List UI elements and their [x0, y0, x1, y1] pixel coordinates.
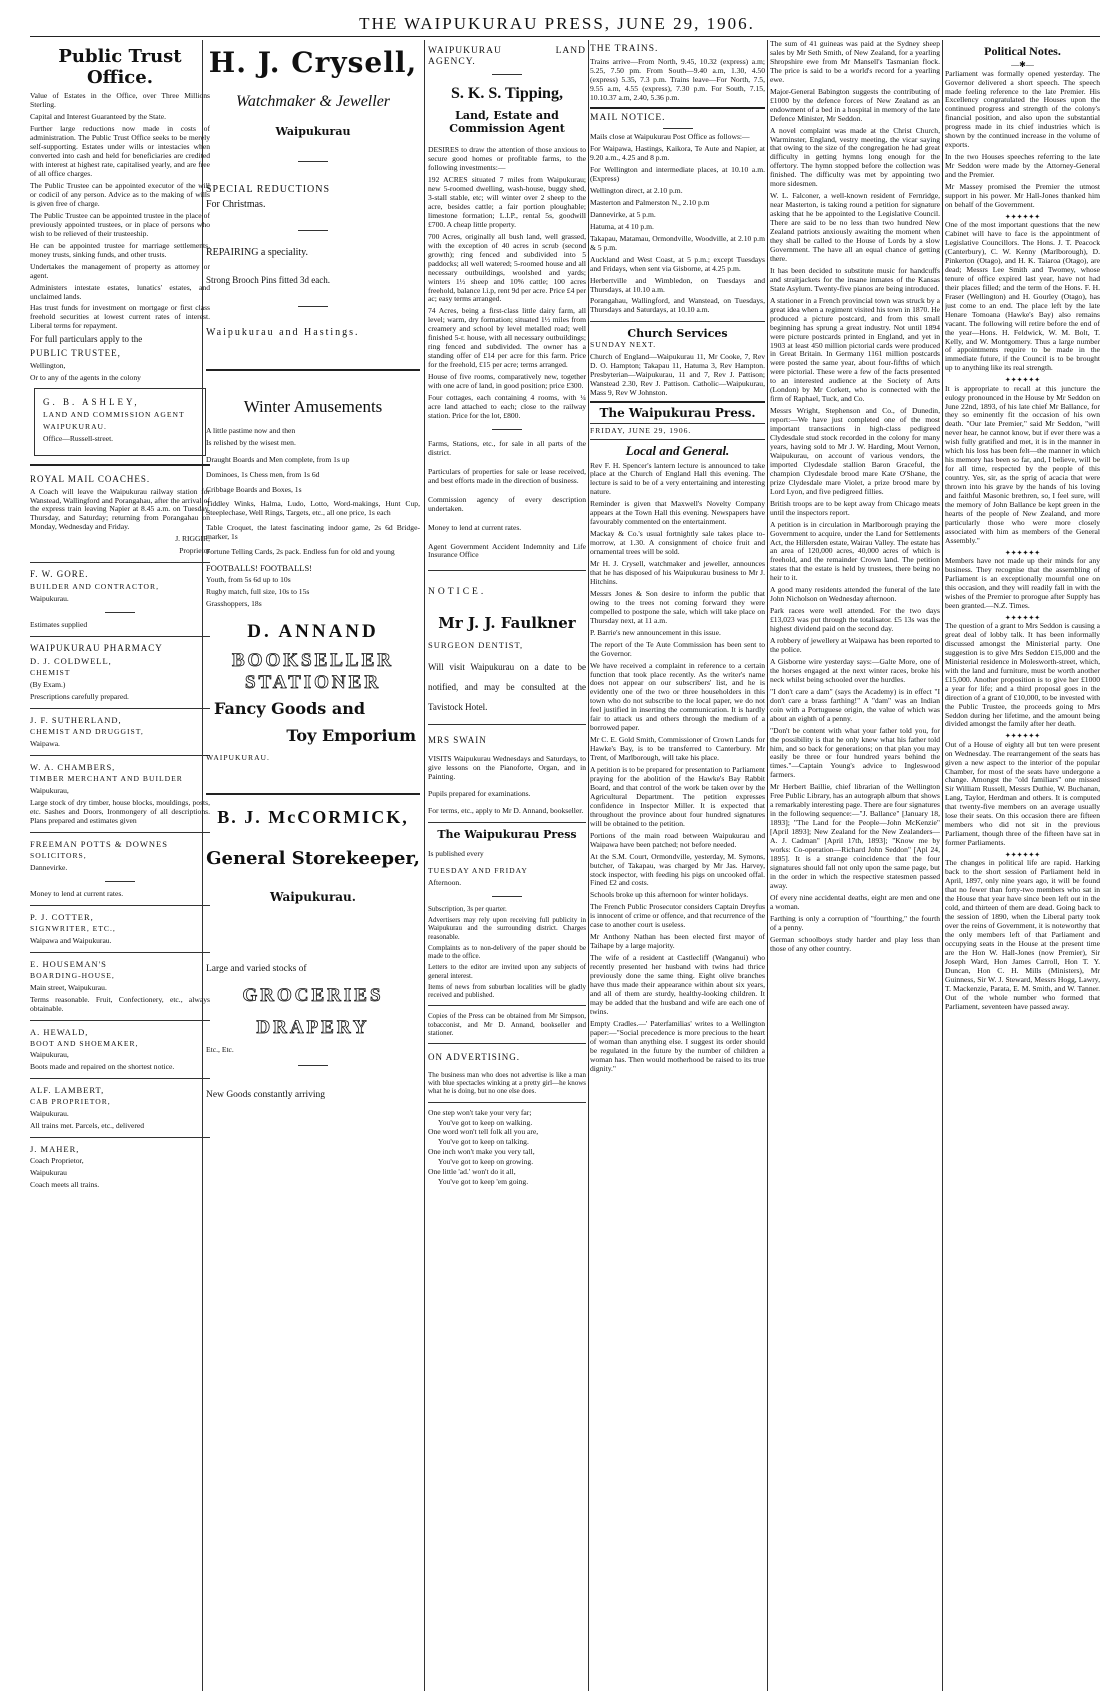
article-paragraph: It has been decided to substitute music for handcuffs and straitjackets for the insane inmates of the Kansas State Asylum. Twenty-five pianos are being introduced.: [770, 265, 940, 293]
maher-note: Coach meets all trains.: [30, 1180, 100, 1190]
public-trust-item: The Public Trustee can be appointed trustee in the place of previously appointed trustees, or in place of persons who wish to be relieved of their trusteeship.: [30, 210, 210, 238]
press-time: Afternoon.: [428, 877, 462, 887]
divider: [105, 881, 135, 882]
advertising-body: The business man who does not advertise is like a man with blue spectacles winking at a pretty girl—he knows what he is doing, but no one else does.: [428, 1070, 586, 1096]
divider: [590, 439, 765, 440]
ashley-office: Office—Russell-street.: [43, 433, 114, 443]
crysell-place: Waipukurau: [275, 124, 351, 138]
houseman-name: E. HOUSEMAN'S: [30, 958, 107, 969]
mccormick-trade: General Storekeeper,: [206, 848, 420, 870]
article-paragraph: Mr C. E. Gold Smith, Commissioner of Crown Lands for Hawke's Bay, is to be transferred to Canterbury. Mr Trent, of Marlborough, will take his place.: [590, 735, 765, 763]
faulkner-trade: SURGEON DENTIST,: [428, 640, 524, 651]
crysell-trade: Watchmaker & Jeweller: [235, 93, 391, 111]
article-paragraph: Messrs Wright, Stephenson and Co., of Dunedin, report:—We have just completed one of the most important transactions in high-class pedigreed Clydesdale stud stock recorded in the colony for many years, having sold to Mr J. W. Harding, Mout Vernon, Waipukurau, on account of various vendors, the imported Clydesdale stallion Baron Graceful, the champion Clydesdale brood mare Kate O'Shane, the prize Clydesdale mare Violet, a prize brood mare by Lord Lyon, and five pedigreed fillies.: [770, 406, 940, 496]
public-trust-title: Public Trust Office.: [58, 46, 182, 89]
winter-item: Fortune Telling Cards, 2s pack. Endless fun for old and young: [206, 547, 395, 557]
royal-mail-body: A Coach will leave the Waipukurau railway station for Wanstead, Wallingford and Porangahau, after the arrival of the express train leaving Napier at 8.45 a.m. on Tuesday, Thursday, and Saturday; returning from Porangahau on Monday, Wednesday and Friday.: [30, 486, 210, 532]
tipping-note: Money to lend at current rates.: [428, 522, 522, 532]
winter-price: Youth, from 5s 6d up to 10s: [206, 575, 291, 585]
divider: [590, 423, 765, 424]
sutherland-place: Waipawa.: [30, 739, 60, 749]
crysell-for: For Christmas.: [206, 198, 266, 210]
article-paragraph: W. L. Falconer, a well-known resident of Fernridge, near Masterton, is taking round a petition for signature asking that he be appointed to the Legislative Council. There are said to be no less than two hundred New Zealand patriots anxiously awaiting the moment when they shall be called to the House of Lords by a slow Government. The have all an equal chance of getting there.: [770, 191, 940, 263]
article-paragraph: Reminder is given that Maxwell's Novelty Company appears at the Town Hall this evening. Newspapers have favourably commented on the entertainment.: [590, 499, 765, 527]
trains-title: THE TRAINS.: [590, 44, 659, 54]
lambert-place: Waipukurau.: [30, 1109, 69, 1119]
local-general-title: Local and General.: [625, 443, 730, 459]
swain-name: MRS SWAIN: [428, 734, 487, 745]
crysell-name: H. J. Crysell,: [208, 46, 418, 79]
article-paragraph: A stationer in a French provincial town was struck by a great idea when a regiment visited his town in 1870. He produced a picture postcard, and from this small beginning has sprung a great industry. Not until 1894 were picture postcards printed in England, and yet in 1903 at least 450 million pictorial cards were produced in Great Britain. In Germany 1161 million postcards were posted the same year, about four-fifths of which were pictorial. These were a few of the facts presented to an interested audience at the Society of Arts (London) by Mr Corkett, who is connected with the firm of Raphael, Tuck, and Co.: [770, 295, 940, 404]
article-paragraph: German schoolboys study harder and play less than those of any other country.: [770, 934, 940, 953]
tipping-note: Commission agency of every description undertaken.: [428, 494, 586, 513]
gore-place: Waipukurau.: [30, 593, 69, 603]
potts-note: Money to lend at current rates.: [30, 888, 124, 898]
winter-item: Tiddley Winks, Halma, Ludo, Lotto, Word-makings, Hunt Cup, Steeplechase, Well Rings, Targets, etc., all one price, 1s each: [206, 499, 420, 518]
divider: [30, 562, 210, 563]
article-paragraph: Messrs Jones & Son desire to inform the public that owing to the trees not coming forward they were compelled to postpone the sale, which will take place on Thursday next, at 11 a.m.: [590, 588, 765, 625]
pharmacy-title: WAIPUKURAU PHARMACY: [30, 642, 163, 653]
ashley-role: LAND AND COMMISSION AGENT: [43, 410, 185, 420]
houseman-note: Terms reasonable. Fruit, Confectionery, etc., always obtainable.: [30, 994, 210, 1013]
church-title: Church Services: [627, 327, 728, 341]
pharmacy-name: D. J. COLDWELL,: [30, 656, 112, 667]
ashley-ad: [34, 388, 206, 455]
article-paragraph: "I don't care a dam" (says the Academy) is in effect "I don't care a brass farthing!" A "dam" was an Indian coin with a Portuguese origin, the value of which was about an eighth of a penny.: [770, 686, 940, 723]
column-4: [590, 40, 765, 1691]
annand-line: Fancy Goods and: [214, 699, 366, 719]
article-paragraph: A novel complaint was made at the Christ Church, Warminster, England, vestry meeting, the vicar saying that owing to the size of the congregation he had great difficulty in getting hymns long enough for the offertory. The hymn stopped before the collection was finished. The difficulty was met by appointing two more sidesmen.: [770, 125, 940, 189]
winter-sub: Is relished by the wisest men.: [206, 437, 296, 447]
tipping-body: 74 Acres, being a first-class little dairy farm, all level; warm, dry formation; situated 1½ miles from creamery and school by level metalled road; well finished 5-r. house, with all necessary outbuildings; ring fenced and subdivided. The owner has a standing offer of £14 per acre for this farm. Price for the freehold, £15 per acre; terms arranged.: [428, 306, 586, 370]
divider: [30, 1137, 210, 1138]
potts-trade: SOLICITORS,: [30, 850, 87, 860]
divider: [590, 107, 765, 109]
ornament-icon: ✦✦✦✦✦✦: [1004, 851, 1041, 860]
annand-line: Toy Emporium: [286, 726, 416, 746]
tipping-note: Particulars of properties for sale or lease received, and best efforts made in the direction of business.: [428, 466, 586, 485]
chambers-trade: TIMBER MERCHANT AND BUILDER: [30, 774, 183, 784]
potts-place: Dannevirke.: [30, 862, 68, 872]
hewald-note: Boots made and repaired on the shortest notice.: [30, 1062, 175, 1072]
annand-name: D. ANNAND: [247, 621, 379, 643]
article-paragraph: A petition is in circulation in Marlborough praying the Government to acquire, under the Land for Settlements Act, the Hillersden estate, Wairau Valley. The estate has an area of 120,000 acres, 40,000 acres of which is freehold, and the remainder Crown land. The petition states that the estate is held by trustees, there being no heir to it.: [770, 519, 940, 583]
divider: [590, 401, 765, 403]
mail-item: Wellington direct, at 2.10 p.m.: [590, 185, 683, 195]
crysell-repair: REPAIRING a speciality.: [206, 247, 309, 259]
issue-date: FRIDAY, JUNE 29, 1906.: [590, 426, 692, 436]
press-note: Advertisers may rely upon receiving full publicity in Waipukurau and the surrounding district. Charges reasonable.: [428, 916, 586, 941]
ornament-icon: ✦✦✦✦✦✦: [1004, 732, 1041, 741]
church-body: Church of England—Waipukurau 11, Mr Cooke, 7, Rev D. O. Hampton; Takapau 11, Hatuma 3, Rev Hampton. Presbyterian—Waipukurau, 11 and 7, Rev J. Pattison; Wanstead 2.30, Rev J. Pattison. Catholic—Waipukurau, Mass 9, Rev W Johnston.: [590, 352, 765, 398]
gore-note: Estimates supplied: [30, 619, 88, 629]
masthead: THE WAIPUKURAU PRESS, JUNE 29, 1906.: [359, 14, 755, 33]
article-paragraph: In the two Houses speeches referring to the late Mr Seddon were made by the Attorney-General and the Premier.: [945, 152, 1100, 180]
mail-item: Porangahau, Wallingford, and Wanstead, on Tuesdays, Thursdays and Saturdays, at 10.10 a.m.: [590, 296, 765, 315]
divider: [206, 793, 420, 795]
press-note: Subscription, 3s per quarter.: [428, 904, 507, 913]
article-paragraph: One of the most important questions that the new Cabinet will have to face is the appointment of Legislative Councillors. The Hons. J. T. Peacock (Canterbury), C. W. Kenny (Marlborough), D. Pinkerton (Otago), and H. K. Taiaroa (Otago), are dead; Messrs Lee Smith and Twomey, whose tenure of office expired last year, have not had their places filled; and the term of the Hons. F. H. Fraser (Wellington) and H. Gourley (Otago), has just come to an end. The place left by the late Henare Tomoana (Hawke's Bay) also remains vacant. The following will retire before the end of the year—Hons. H. Feldwick, W. M. Bolt, T. Kelly, and W. Montgomery. Thus a large number of appointments require to be made in the immediate future, if the Council is to be brought up to anything like its real strength.: [945, 220, 1100, 373]
royal-mail-proprietor: J. RIGGIR,: [175, 534, 210, 544]
winter-title: Winter Amusements: [243, 396, 383, 416]
tipping-body: 192 ACRES situated 7 miles from Waipukurau; new 5-roomed dwelling, wash-house, buggy shed, 3-stall stable, etc; will winter over 2 sheep to the acre, besides cattle; a fair portion ploughable; limestone formation; L.I.P., rental 5s, goodwill £700. A cheap little property.: [428, 175, 586, 229]
advertising-title: ON ADVERTISING.: [428, 1052, 520, 1063]
lambert-name: ALF. LAMBERT,: [30, 1085, 105, 1096]
mail-item: Masterton and Palmerston N., 2.10 p.m: [590, 197, 710, 207]
divider: [30, 708, 210, 709]
winter-sub: A little pastime now and then: [206, 425, 296, 435]
column-rule: [942, 40, 943, 1691]
article-paragraph: Mackay & Co.'s usual fortnightly sale takes place to-morrow, at 1.30. A consignment of choice fruit and ornamental trees will be sold.: [590, 529, 765, 557]
column-rule: [588, 40, 589, 1691]
article-paragraph: We have received a complaint in reference to a certain function that took place recently. As the writer's name does not appear on our subscribers' list, and he is evidently one of the two or three householders in this town who do not subscribe to the local paper, we do not feel justified in inserting the communication. It is hardly fair to attack us and others through the medium of a borrowed paper.: [590, 660, 765, 733]
article-paragraph: Mr Anthony Nathan has been elected first mayor of Taihape by a large majority.: [590, 932, 765, 951]
houseman-trade: BOARDING-HOUSE,: [30, 970, 115, 980]
swain-body: VISITS Waipukurau Wednesdays and Saturdays, to give lessons on the Pianoforte, Organ, and in Painting.: [428, 754, 586, 782]
column-2: [206, 40, 420, 1691]
divider: [30, 636, 210, 637]
divider: [298, 161, 328, 162]
article-paragraph: British troops are to be kept away from Chicago meats until the inspectors report.: [770, 498, 940, 517]
ornament-icon: ✦✦✦✦✦✦: [1004, 613, 1041, 622]
royal-mail-proprietor-title: Proprietor: [179, 546, 210, 556]
verse-line: You've got to keep on talking.: [438, 1137, 529, 1147]
article-paragraph: It is appropriate to recall at this juncture the eulogy pronounced in the House by Mr Seddon on June 22nd, 1893, of his late chief Mr Ballance, for they so eminently fit the occasion of his own death. "Our late Premier," said Mr Seddon, "will never hear, he cannot know, but if ever there was a wish fully gratified and met, it is in the manner in which his loss has been felt—the manner in which his memory has been so far, and, I believe, will be for all time, respected by the people of this country. Yes, sir, as the sprig of acacia that were thrown into his grave by the hands of his loving and faithful Masonic brethren, so, I feel sure, will the memory of John Ballance be kept green in the hearts of the people of New Zealand, and more particularly those who were more closely associated with him as members of the General Assembly.": [945, 383, 1100, 545]
column-6: [945, 40, 1100, 1691]
political-notes-title: Political Notes.: [984, 44, 1061, 58]
press-days: TUESDAY AND FRIDAY: [428, 866, 528, 876]
winter-item: Draught Boards and Men complete, from 1s up: [206, 454, 350, 464]
hewald-place: Waipukurau,: [30, 1050, 69, 1060]
verse-line: One little 'ad.' won't do it all,: [428, 1167, 516, 1177]
swain-exam: Pupils prepared for examinations.: [428, 789, 531, 799]
mail-item: Auckland and West Coast, at 5 p.m.; except Tuesdays and Fridays, when sent via Gisborne, at 4.25 p.m.: [590, 254, 765, 273]
divider: [590, 321, 765, 322]
ornament-icon: ✦✦✦✦✦✦: [1004, 548, 1041, 557]
public-trust-item: Undertakes the management of property as attorney or agent.: [30, 261, 210, 280]
potts-name: FREEMAN POTTS & DOWNES: [30, 838, 168, 849]
article-paragraph: P. Barrie's new announcement in this issue.: [590, 627, 721, 637]
public-trust-item: Has trust funds for investment on mortgage or first class freehold securities at lowest current rates of interest. Liberal terms for repayment.: [30, 303, 210, 331]
divider: [30, 952, 210, 953]
mail-item: Herbertville and Wimbledon, on Tuesdays and Thursdays, at 10.10 a.m.: [590, 275, 765, 294]
tipping-body: Four cottages, each containing 4 rooms, with ¼ acre land attached to each; close to the railway station. Price for the lot, £800.: [428, 393, 586, 420]
masthead-rule: [30, 36, 1100, 37]
article-paragraph: Mr Herbert Baillie, chief librarian of the Wellington Free Public Library, has an autograph album that shows a remarkably interesting page. There are four signatures in the following sequence:—"J. Ballance" [January 18, 1893]; "The Land for the People—John McKenzie" [April 1893]; New Zealand for the New Zealanders—A. J. Cadman" [April 17th, 1893]; "Know me by works: Co-operation—Richard John Seddon" [Apl 24, 1895]. It is a strange coincidence that the four signatures should fall not only upon the same page, but in the order in which the respective statesmen passed away.: [770, 782, 940, 890]
article-paragraph: Empty Cradles.—' Paterfamilias' writes to a Wellington paper:—"Social precedence is more precious to the heart of woman than anything else. I suggest its order should be regulated in the future by the number of children a woman has. Then would motherhood be raised to its true dignity.": [590, 1018, 765, 1073]
swain-terms: For terms, etc., apply to Mr D. Annand, bookseller.: [428, 806, 584, 816]
press-note: Letters to the editor are invited upon any subjects of general interest.: [428, 963, 586, 980]
article-paragraph: A good many residents attended the funeral of the late John Nicholson on Wednesday afternoon.: [770, 585, 940, 604]
chambers-body: Large stock of dry timber, house blocks, mouldings, posts, etc. Sashes and Doors, Ironmongery of all descriptions. Plans prepared and estimates given: [30, 798, 210, 825]
chambers-name: W. A. CHAMBERS,: [30, 762, 116, 773]
press-note: Copies of the Press can be obtained from Mr Simpson, tobacconist, and Mr D. Annand, bookseller and stationer.: [428, 1012, 586, 1037]
maher-name: J. MAHER,: [30, 1144, 80, 1155]
verse-line: You've got to keep on walking.: [438, 1117, 533, 1127]
ornament-icon: —✱—: [1011, 60, 1034, 70]
public-trust-item: He can be appointed trustee for marriage settlements, money trusts, sinking funds, and other trusts.: [30, 240, 210, 259]
divider: [428, 822, 586, 823]
lambert-trade: CAB PROPRIETOR,: [30, 1097, 111, 1107]
ashley-name: G. B. ASHLEY,: [43, 397, 140, 408]
divider: [492, 74, 522, 75]
public-trust-body: Further large reductions now made in costs of administration. The Public Trust Office seeks to be merely self-supporting. Estates under wills or intestacies when converted into cash and held for beneficiaries are credited with interest at highest rate, capitalised yearly, and are free of all office charges.: [30, 124, 210, 179]
article-paragraph: The changes in political life are rapid. Harking back to the short session of Parliament held in April, 1897, only nine years ago, it will be found that no fewer than forty-two members who sat in the House that year have since been left out in the cold, and thirteen of them are dead. Going back to the session of 1890, when the Liberal party took over the reins of Government, it is noteworthy that the only members left of that Parliament and occupying seats in the House at the present time are the Hon W. Hall-Jones (now Premier), Sir Joseph Ward, Hon James Carroll, Hon T. Y. Duncan, Hon C. H. Mills (Ministers), Mr Guinness, Sir W. J. Steward, Messrs Hogg, Lawry, T. Mackenzie, Parata, E. M. Smith, and W. Tanner. Out of the whole number who formed that Parliament, seventeen have passed away.: [945, 858, 1100, 1011]
public-trust-footer: PUBLIC TRUSTEE,: [30, 347, 121, 358]
mccormick-etc: Etc., Etc.: [206, 1044, 234, 1054]
column-rule: [424, 40, 425, 1691]
divider: [298, 230, 328, 231]
press-pub: Is published every: [428, 849, 484, 859]
mccormick-drapery: DRAPERY: [256, 1017, 370, 1039]
cotter-trade: SIGNWRITER, ETC.,: [30, 923, 116, 933]
divider: [206, 369, 420, 371]
press-title: The Waipukurau Press: [437, 828, 577, 842]
press-note: Complaints as to non-delivery of the paper should be made to the office.: [428, 943, 586, 961]
divider: [428, 1043, 586, 1044]
article-paragraph: The report of the Te Aute Commission has been sent to the Governor.: [590, 639, 765, 658]
tipping-note: Agent Government Accident Indemnity and Life Insurance Office: [428, 541, 586, 560]
divider: [492, 429, 522, 430]
houseman-place: Main street, Waipukurau.: [30, 982, 107, 992]
public-trust-footer: For full particulars apply to the: [30, 334, 143, 345]
article-paragraph: Mr H. J. Crysell, watchmaker and jeweller, announces that he has disposed of his Waipukurau business to Mr J. Hitchins.: [590, 559, 765, 586]
hewald-name: A. HEWALD,: [30, 1026, 89, 1037]
annand-place: WAIPUKURAU.: [206, 753, 270, 763]
verse-line: You've got to keep 'em going.: [438, 1177, 529, 1187]
mail-item: Takapau, Matamau, Ormondville, Woodville, at 2.10 p.m & 5 p.m.: [590, 233, 765, 252]
crysell-brooch: Strong Brooch Pins fitted 3d each.: [206, 275, 330, 286]
tipping-name: S. K. S. Tipping,: [451, 85, 563, 103]
press-note: Items of news from suburban localities will be gladly received and published.: [428, 982, 586, 1000]
verse-line: You've got to keep on growing.: [438, 1157, 534, 1167]
article-paragraph: At the S.M. Court, Ormondville, yesterday, M. Symons, butcher, of Takapau, was charged by Mr Jas. Harvey, stock inspector, with feeding his pigs on uncooked offal. Fined £2 and costs.: [590, 851, 765, 888]
royal-mail-title: ROYAL MAIL COACHES.: [30, 473, 151, 484]
public-trust-item: The Public Trustee can be appointed executor of the will or codicil of any person. Advice as to the making of wills is given free of charge.: [30, 181, 210, 208]
article-paragraph: Out of a House of eighty all but ten were present on Wednesday. The rearrangement of the seats has given a new aspect to the interior of the popular Chamber, for most of the seats have undergone a change. Amongst the "old familiars" one missed Sir William Russell, Messrs Duthie, W. Buchanan, Lang, Taylor, Herdman and others. It is computed that twenty-five members on an average usually lose their seats. On this occasion there are fifteen members who did not sit in the previous Parliament, though three of the fifteen have sat in former Parliaments.: [945, 739, 1100, 848]
pharmacy-trade: CHEMIST: [30, 668, 71, 678]
mail-title: MAIL NOTICE.: [590, 112, 666, 123]
winter-price: Rugby match, full size, 10s to 15s: [206, 587, 310, 597]
cotter-place: Waipawa and Waipukurau.: [30, 935, 112, 945]
agency-title: WAIPUKURAU LAND AGENCY.: [428, 46, 586, 68]
article-paragraph: The French Public Prosecutor considers Captain Dreyfus is innocent of crime or offence, and that recurrence of the case to another court is useless.: [590, 902, 765, 930]
public-trust-item: Administers intestate estates, lunatics' estates, and unclaimed lands.: [30, 282, 210, 301]
divider: [30, 832, 210, 833]
divider: [30, 1078, 210, 1079]
divider: [30, 905, 210, 906]
public-trust-footer: Or to any of the agents in the colony: [30, 372, 141, 382]
article-paragraph: A robbery of jewellery at Waipawa has been reported to the police.: [770, 636, 940, 654]
public-trust-footer: Wellington,: [30, 360, 66, 370]
article-paragraph: The wife of a resident at Castlecliff (Wanganui) who recently presented her husband with twins had thrice previously done the same thing. Eight olive branches have thus made their appearance within about six years, and all of them are sturdy, healthy-looking children. It may be added that the husband and wife are each one of twins.: [590, 953, 765, 1016]
mccormick-place: Waipukurau.: [270, 889, 356, 904]
winter-item: Cribbage Boards and Boxes, 1s: [206, 484, 302, 494]
article-paragraph: Mr Massey promised the Premier the utmost support in his power. Mr Hall-Jones thanked him on behalf of the Government.: [945, 182, 1100, 209]
divider: [492, 896, 522, 897]
mail-item: Dannevirke, at 5 p.m.: [590, 209, 656, 219]
tipping-body: 700 Acres, originally all bush land, well grassed, with the exception of 40 acres in scrub (second growth); ring fenced and subdivided into 5 paddocks; all well watered; 5-roomed house and all necessary outbuildings, woolshed and yards; winters 1½ sheep and 10% cattle; 100 acres freehold, balance l.i.p, rent 9d per acre. Price £4 per ac; easy terms arranged.: [428, 231, 586, 304]
column-3: [428, 40, 586, 1691]
verse-line: One word won't tell folk all you are,: [428, 1127, 539, 1137]
article-paragraph: The sum of 41 guineas was paid at the Sydney sheep sales by Mr Seth Smith, of New Zealand, for a yearling Shropshire ewe from Mr Mansell's Tasmanian flock. The price is said to be a world's record for a yearling ewe.: [770, 40, 940, 84]
tipping-body: DESIRES to draw the attention of those anxious to secure good homes or profitable farms, to the following investments:—: [428, 145, 586, 173]
divider: [105, 612, 135, 613]
mccormick-stock: Large and varied stocks of: [206, 963, 307, 974]
mccormick-name: B. J. McCORMICK,: [217, 807, 409, 828]
sutherland-name: J. F. SUTHERLAND,: [30, 715, 122, 726]
pharmacy-exam: (By Exam.): [30, 680, 66, 690]
press-masthead: The Waipukurau Press.: [599, 406, 756, 421]
divider: [298, 306, 328, 307]
mccormick-footer: New Goods constantly arriving: [206, 1089, 325, 1100]
column-rule: [767, 40, 768, 1691]
verse-line: One step won't take your very far;: [428, 1107, 532, 1117]
hewald-trade: BOOT AND SHOEMAKER,: [30, 1038, 139, 1048]
notice-title: NOTICE.: [428, 587, 487, 598]
mail-intro: Mails close at Waipukurau Post Office as follows:—: [590, 132, 750, 142]
mail-item: Hatuma, at 4 10 p.m.: [590, 221, 654, 231]
gore-name: F. W. GORE.: [30, 569, 89, 580]
divider: [30, 755, 210, 756]
mail-item: For Waipawa, Hastings, Kaikora, Te Aute and Napier, at 9.20 a.m., 4.25 and 8 p.m.: [590, 144, 765, 163]
column-5: [770, 40, 940, 1691]
divider: [663, 128, 693, 129]
divider: [298, 1065, 328, 1066]
article-paragraph: Portions of the main road between Waipukurau and Waipawa have been patched; not before needed.: [590, 830, 765, 849]
article-paragraph: Schools broke up this afternoon for winter holidays.: [590, 890, 749, 900]
tipping-trade: Land, Estate and Commission Agent: [449, 109, 565, 136]
article-paragraph: The question of a grant to Mrs Seddon is causing a great deal of lobby talk. It has been informally discussed amongst the Ministerial party. One suggestion is to give Mrs Seddon £15,000 and the Ministerial residence in Molesworth-street, which, with the land and furniture, must be worth another £15,000. Another proposition is to give her £1000 a year for life; and a third proposal goes in the direction of a grant of £10,000, to be invested with the Public Trustee, the proceeds going to Mrs Seddon during her lifetime, and the amount being divided amongst the family after her death.: [945, 620, 1100, 729]
article-paragraph: Members have not made up their minds for any business. They recognise that the assembling of Parliament is an exceptionally mournful one on this occasion, and they will readily fall in with the wishes of the Premier to prorogue after Supply has been granted.—N.Z. Times.: [945, 556, 1100, 610]
public-trust-line: Value of Estates in the Office, over Three Millions Sterling.: [30, 91, 210, 110]
ornament-icon: ✦✦✦✦✦✦: [1004, 212, 1041, 221]
crysell-special: SPECIAL REDUCTIONS: [206, 183, 331, 195]
crysell-towns: Waipukurau and Hastings.: [206, 326, 360, 338]
article-paragraph: Parliament was formally opened yesterday. The Governor delivered a short speech. The speech made feeling reference to the late Premier. His Excellency congratulated the Houses upon the continued progress and strength of the colony's financial position, and also upon the substantial progress made in its chief industries which is shown by the continued increase in the volume of exports.: [945, 68, 1100, 150]
public-trust-line: Capital and Interest Guaranteed by the State.: [30, 112, 167, 122]
divider: [30, 464, 210, 466]
divider: [428, 1005, 586, 1006]
annand-line: STATIONER: [244, 671, 382, 693]
faulkner-body: Will visit Waipukurau on a date to be notified, and may be consulted at the Tavistock Hotel.: [428, 662, 586, 712]
article-paragraph: Farthing is only a corruption of "fourthing," the fourth of a penny.: [770, 913, 940, 932]
tipping-note: Farms, Stations, etc., for sale in all parts of the district.: [428, 438, 586, 457]
divider: [30, 1020, 210, 1021]
divider: [428, 724, 586, 725]
gore-trade: BUILDER AND CONTRACTOR,: [30, 581, 159, 591]
article-paragraph: Rev F. H. Spencer's lantern lecture is announced to take place at the Church of England Hall this evening. The lecture is said to be of a very entertaining and interesting nature.: [590, 460, 765, 497]
column-1: [30, 40, 210, 1691]
article-paragraph: A Gisborne wire yesterday says:—Galte More, one of the horses engaged at the next winter races, broke his neck whilst being schooled over the hurdles.: [770, 656, 940, 684]
winter-footballs: FOOTBALLS! FOOTBALLS!: [206, 563, 313, 574]
maher-place: Waipukurau: [30, 1168, 67, 1178]
sutherland-trade: CHEMIST AND DRUGGIST,: [30, 727, 144, 737]
article-paragraph: Of every nine accidental deaths, eight are men and one a woman.: [770, 892, 940, 911]
article-paragraph: Major-General Babington suggests the contributing of £1000 by the defence forces of New Zealand as an endowment of a bed in a hospital in memory of the late Defence Minister, Mr Seddon.: [770, 86, 940, 123]
mccormick-groceries: GROCERIES: [242, 984, 384, 1006]
annand-line: BOOKSELLER: [232, 649, 394, 671]
article-paragraph: Park races were well attended. For the two days £13,023 was put through the totalisator. £5 13s was the highest dividend paid on the second day.: [770, 606, 940, 634]
cotter-name: P. J. COTTER,: [30, 911, 94, 922]
winter-price: Grasshoppers, 18s: [206, 599, 262, 609]
church-sub: SUNDAY NEXT.: [590, 340, 657, 350]
lambert-note: All trains met. Parcels, etc., delivered: [30, 1121, 145, 1131]
winter-item: Table Croquet, the latest fascinating indoor game, 2s 6d Bridge-marker, 1s: [206, 523, 420, 542]
maher-trade: Coach Proprietor,: [30, 1156, 84, 1166]
winter-item: Dominoes, 1s Chess men, from 1s 6d: [206, 469, 320, 479]
chambers-place: Waipukurau,: [30, 786, 69, 796]
verse-line: One inch won't make you very tall,: [428, 1147, 535, 1157]
article-paragraph: A petition is to be prepared for presentation to Parliament praying for the abolition of the Hawke's Bay Rabbit Board, and that control of the work be taken over by the Agricultural Department. The petition expresses confidence in Inspector Miller. It is expected that throughout the province about four hundred signatures will be obtained to the petition.: [590, 765, 765, 828]
faulkner-name: Mr J. J. Faulkner: [438, 613, 576, 632]
article-paragraph: "Don't be content with what your father told you, for the possibility is that he only knew what his father told him, and so back for generations; on that plan you may easily be three or four hundred years behind the times."—Captain Young's advice to Ingleswood farmers.: [770, 725, 940, 780]
pharmacy-note: Prescriptions carefully prepared.: [30, 692, 129, 702]
ornament-icon: ✦✦✦✦✦✦: [1004, 376, 1041, 385]
ashley-place: WAIPUKURAU.: [43, 422, 107, 432]
mail-item: For Wellington and intermediate places, at 10.10 a.m. (Express): [590, 165, 765, 183]
trains-body: Trains arrive—From North, 9.45, 10.32 (express) a.m; 5.25, 7.50 pm. From South—9.40 a.m, 1.30, 4.50 (express) 5.35, 7.3 p.m. Trains leave—For North, 7.5, 9.55 a.m, 4.55 (express), 7.30 p.m. For South, 7.15, 10.10.37 a.m, 2.40, 5.36 p.m.: [590, 57, 765, 103]
divider: [428, 1102, 586, 1103]
divider: [428, 570, 586, 571]
tipping-body: House of five rooms, comparatively new, together with one acre of land, in good position; price £300.: [428, 372, 586, 391]
